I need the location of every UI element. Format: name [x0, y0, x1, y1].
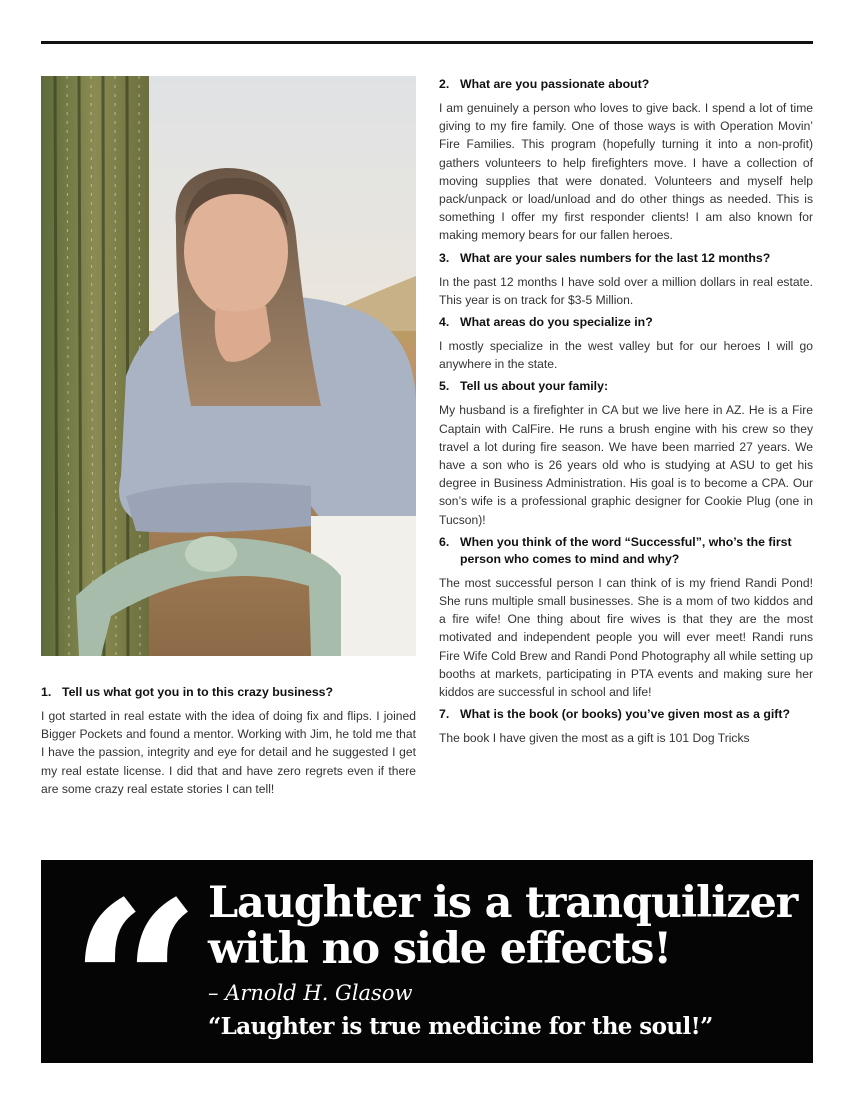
left-column — [41, 684, 416, 803]
answer-text: In the past 12 months I have sold over a million dollars in real estate. This year is on track for $3-5 Million. — [439, 274, 813, 307]
second-quote: “Laughter is true medicine for the soul!” — [208, 1013, 713, 1040]
question-number: 5. — [439, 379, 450, 394]
question-number: 2. — [439, 77, 450, 91]
answer-text: The book I have given the most as a gift is 101 Dog Tricks — [439, 731, 750, 746]
question — [439, 534, 813, 568]
qa-item — [439, 250, 813, 309]
quote-text: Laughter is a tranquilizer with no side effects! — [208, 878, 798, 974]
question-number: 3. — [439, 250, 450, 265]
question-text: When you think of the word “Successful”, who’s the first person who comes to mind and why? — [460, 534, 792, 566]
question-text: What are you passionate about? — [460, 77, 650, 91]
question-number: 4. — [439, 315, 450, 330]
question — [439, 250, 813, 267]
qa-item — [439, 706, 813, 747]
answer-text: I am genuinely a person who loves to give back. I spend a lot of time giving to my fire family. One of those ways is with Operation Movin’ Fire Families. This program (hopefully turning it into a non-profit) gathers volunteers to help firefighters move. I have a collection of moving supplies that were donated. Volunteers and myself help pack/unpack or load/unload and do other things as needed. This is something I offer my first responder clients! I am also known for making memory bears for our fallen heroes. — [439, 101, 813, 243]
question-text: Tell us about your family: — [460, 379, 609, 394]
question — [41, 684, 416, 701]
answer-text: I got started in real estate with the idea of doing fix and flips. I joined Bigger Pockets and found a mentor. Working with Jim, he told me that I have the passion, integrity and eye for detail and he suggested I get my real estate license. I did that and have zero regrets even if there are some crazy real estate stories I can tell! — [41, 709, 416, 796]
question-text: What are your sales numbers for the last 12 months? — [460, 250, 771, 265]
question-text: What is the book (or books) you’ve given most as a gift? — [460, 707, 791, 722]
qa-item — [41, 684, 416, 798]
question-number: 6. — [439, 534, 450, 549]
question — [439, 706, 813, 723]
question — [439, 76, 813, 93]
qa-item — [439, 534, 813, 701]
quote-mark-icon: “ — [69, 860, 202, 1063]
portrait-photo — [41, 76, 416, 656]
question-number: 7. — [439, 707, 450, 722]
answer-text: The most successful person I can think of is my friend Randi Pond! She runs multiple small businesses. She is a mom of two kiddos and a fire wife! One thing about fire wives is that they are the most motivated and independent people you will ever meet! Randi runs Fire Wife Cold Brew and Randi Pond Photography all while setting up booths at markets, participating in PTA events and making sure her kiddos are successful in school and life! — [439, 575, 813, 700]
question — [439, 378, 813, 395]
qa-item — [439, 314, 813, 373]
quote-author: – Arnold H. Glasow — [208, 981, 413, 1005]
right-column — [439, 76, 813, 752]
question-text: Tell us what got you in to this crazy business? — [62, 685, 334, 699]
qa-item — [439, 76, 813, 245]
question-number: 1. — [41, 685, 52, 699]
question — [439, 314, 813, 331]
quote-banner — [41, 860, 813, 1063]
answer-text: My husband is a firefighter in CA but we live here in AZ. He is a Fire Captain with CalFire. He runs a brush engine with his crew so they travel a lot during fire season. We have been married 27 years. We have a son who is 26 years old who is studying at ASU to get his degree in Business Administration. His goal is to become a CPA. Our son’s wife is a professional graphic designer for Cookie Plug (one in Tucson)! — [439, 403, 813, 527]
top-rule — [41, 41, 813, 44]
qa-item — [439, 378, 813, 528]
answer-text: I mostly specialize in the west valley but for our heroes I will go anywhere in the state. — [439, 339, 813, 372]
question-text: What areas do you specialize in? — [460, 315, 653, 330]
